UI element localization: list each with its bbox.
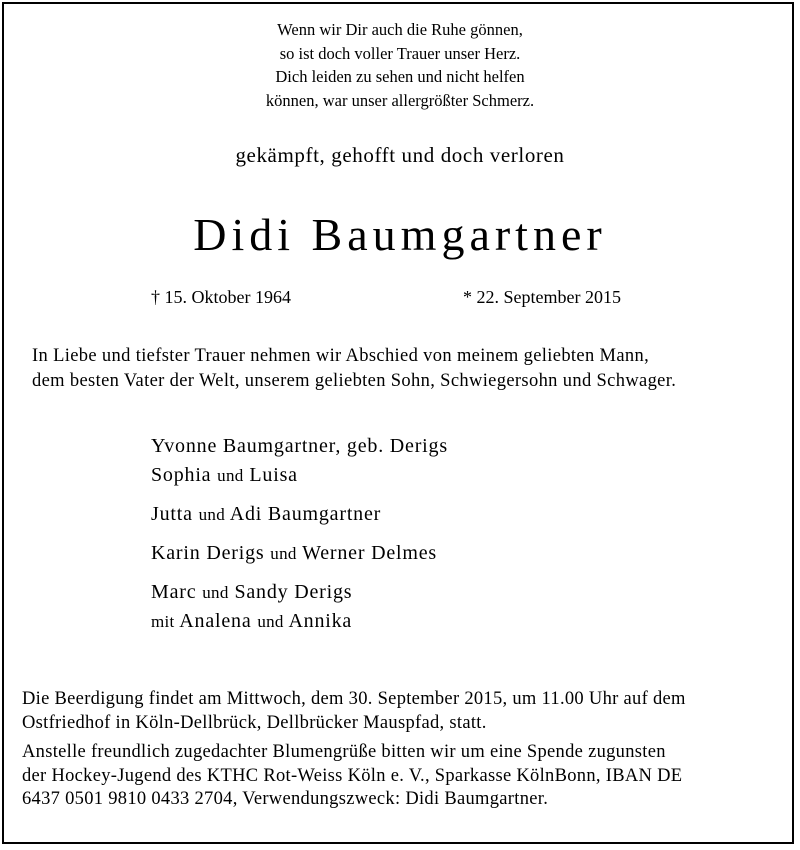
poem-line: so ist doch voller Trauer unser Herz.	[279, 43, 521, 63]
conjunction: und	[270, 544, 297, 563]
date-right: * 22. September 2015	[463, 287, 621, 307]
mourner-name: Sophia	[151, 464, 212, 486]
mourner-name: Jutta	[151, 503, 193, 525]
farewell-text	[32, 344, 676, 394]
poem-line: Dich leiden zu sehen und nicht helfen	[275, 67, 525, 86]
mourner-name: Analena	[179, 610, 252, 632]
donation-line: Anstelle freundlich zugedachter Blumengrüße bitten wir um eine Spende zugunsten	[22, 742, 666, 762]
mourner-name: Luisa	[249, 464, 298, 486]
mourners-list	[151, 432, 448, 636]
conjunction: und	[217, 466, 244, 485]
donation-line: der Hockey-Jugend des KTHC Rot-Weiss Köln e. V., Sparkasse KölnBonn, IBAN DE	[22, 765, 683, 786]
farewell-line: In Liebe und tiefster Trauer nehmen wir Abschied von meinem geliebten Mann,	[32, 346, 650, 366]
mourner-name: Adi Baumgartner	[229, 503, 382, 525]
funeral-info	[22, 688, 686, 735]
poem-line: können, war unser allergrößter Schmerz.	[265, 90, 535, 110]
poem-line: Wenn wir Dir auch die Ruhe gönnen,	[277, 20, 523, 39]
donation-line: 6437 0501 9810 0433 2704, Verwendungszweck: Didi Baumgartner.	[22, 789, 549, 809]
funeral-line: Die Beerdigung findet am Mittwoch, dem 30. September 2015, um 11.00 Uhr auf dem	[22, 689, 686, 709]
conjunction: und	[202, 583, 229, 602]
mourner-name: Sandy Derigs	[234, 581, 353, 603]
mourner-line	[151, 607, 448, 636]
mourner-name: Karin Derigs	[151, 542, 265, 564]
mourner-line	[151, 432, 448, 461]
conjunction: und	[257, 612, 284, 631]
funeral-line: Ostfriedhof in Köln-Dellbrück, Dellbrücker Mauspfad, statt.	[22, 712, 487, 733]
motto: gekämpft, gehofft und doch verloren	[235, 143, 565, 167]
mourner-line	[151, 578, 448, 607]
mourner-line	[151, 539, 448, 568]
mourner-name: Annika	[288, 610, 353, 632]
mourner-name: Marc	[151, 581, 197, 603]
poem	[0, 18, 800, 112]
mourner-line	[151, 461, 448, 490]
preposition: mit	[151, 612, 175, 631]
conjunction: und	[198, 505, 225, 524]
mourner-line	[151, 500, 448, 529]
farewell-line: dem besten Vater der Welt, unserem geliebten Sohn, Schwiegersohn und Schwager.	[32, 371, 677, 391]
donation-info	[22, 741, 682, 812]
deceased-name: Didi Baumgartner	[193, 209, 607, 260]
mourner-name: Werner Delmes	[302, 542, 437, 564]
mourner-name: Yvonne Baumgartner, geb. Derigs	[151, 435, 448, 457]
date-left: † 15. Oktober 1964	[151, 287, 291, 307]
